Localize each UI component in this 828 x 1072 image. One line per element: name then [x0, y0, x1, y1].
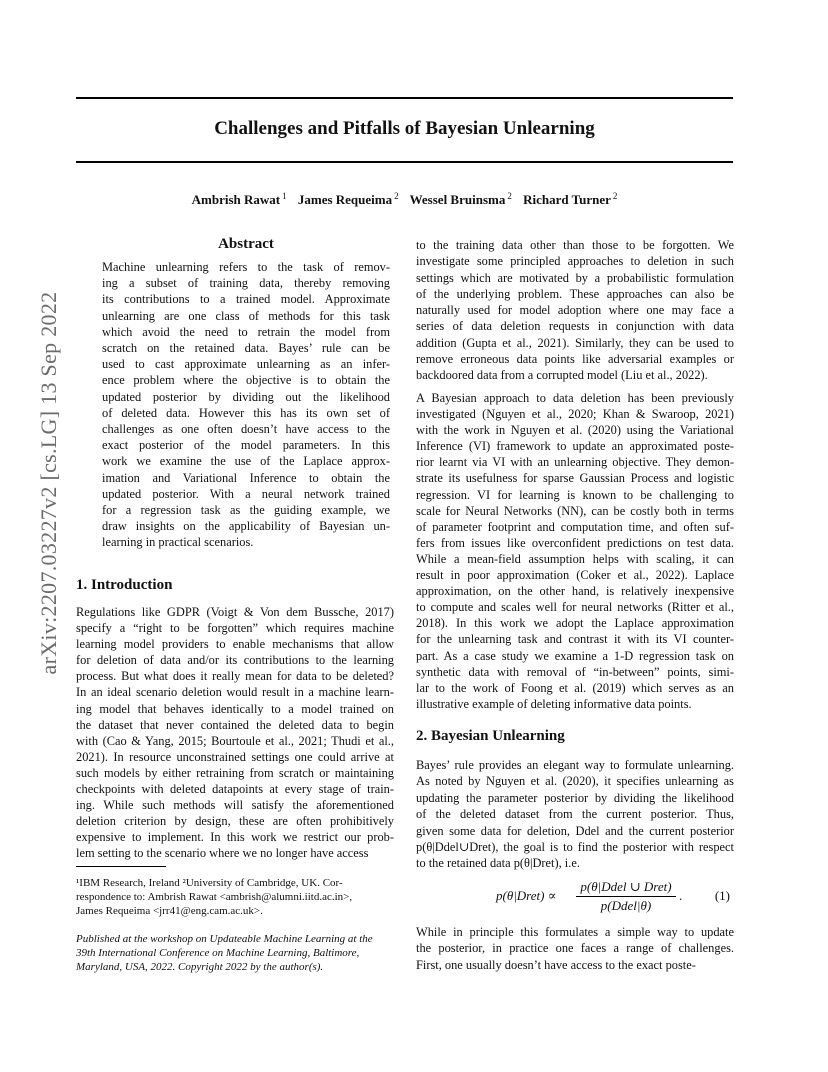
author-affiliation: 1	[282, 191, 287, 201]
title-bottom-rule	[76, 161, 733, 163]
text-line: 2018). In this work we adopt the Laplace approximation	[416, 616, 734, 631]
text-line: updating the parameter posterior by dividing the likelihood	[416, 790, 734, 805]
text-line: with the work in Nguyen et al. (2020) using the Variational	[416, 423, 734, 438]
text-line: learning in practical scenarios.	[102, 535, 254, 550]
author-name: Ambrish Rawat	[191, 192, 281, 207]
text-line: of the deleted dataset from the current posterior. Thus,	[416, 807, 734, 822]
text-line: investigated (Nguyen et al., 2020; Khan & Swaroop, 2021)	[416, 407, 734, 422]
text-line: Machine unlearning refers to the task of remov-	[102, 260, 390, 274]
text-line: of the underlying problem. These approaches can also be	[416, 286, 734, 301]
text-line: remove erroneous data points like adversarial examples or	[416, 352, 734, 367]
text-line: ence problem where the objective is to obtain the	[102, 373, 390, 388]
text-line: respondence to: Ambrish Rawat <ambrish@alumni.iitd.ac.in>,	[76, 891, 353, 903]
text-line: rior learnt via VI with an unlearning objective. They demon-	[416, 455, 734, 470]
text-line: updated posterior by dividing out the likelihood	[102, 389, 390, 404]
footnote-rule	[76, 866, 166, 867]
text-line: Bayes’ rule provides an elegant way to formulate unlearning.	[416, 758, 734, 772]
introduction-heading: 1. Introduction	[76, 577, 173, 593]
text-line: the dataset that never contained the deleted data to begin	[76, 717, 394, 732]
text-line: expensive to implement. In this work we restrict our prob-	[76, 830, 394, 845]
author-affiliation: 2	[612, 191, 618, 201]
text-line: A Bayesian approach to data deletion has been previously	[416, 391, 734, 405]
text-line: p(θ|Ddel∪Dret), the goal is to find the posterior with respect	[416, 840, 734, 855]
text-line: such models by either retraining from scratch or maintaining	[76, 765, 394, 780]
text-line: naturally used for model adoption where one may face a	[416, 303, 734, 318]
text-line: deletion criterion by design, these are often prohibitively	[76, 814, 394, 829]
bayesian-unlearning-heading: 2. Bayesian Unlearning	[416, 728, 565, 744]
text-line: with (Cao & Yang, 2015; Bourtoule et al., 2021; Thudi et al.,	[76, 733, 394, 748]
top-rule	[76, 97, 733, 99]
text-line: to compute and scales well for neural networks (Ritter et al.,	[416, 600, 734, 615]
arxiv-identifier-stamp: arXiv:2207.03227v2 [cs.LG] 13 Sep 2022	[36, 291, 61, 675]
text-line: series of data deletion requests in conjunction with data	[416, 319, 734, 334]
text-line: addition (Gupta et al., 2021). Similarly, they can be used to	[416, 335, 734, 350]
text-line: exact posterior of the model parameters. In this	[102, 438, 390, 453]
equation-lhs: p(θ|Dret) ∝	[496, 888, 557, 903]
text-line: unlearning are one class of methods for this task	[102, 308, 390, 323]
text-line: fers from issues like overconfident predictions on test data.	[416, 535, 734, 550]
text-line: updated posterior. With a neural network trained	[102, 486, 390, 501]
text-line: ing. While such methods will satisfy the aforementioned	[76, 798, 394, 813]
publication-note	[76, 932, 394, 974]
text-line: lar to the work of Foong et al. (2019) which serves as an	[416, 680, 734, 695]
text-line: synthetic data with removal of “in-between” points, simi-	[416, 664, 734, 679]
text-line: of deleted data. However this has its own set of	[102, 405, 390, 420]
text-line: Maryland, USA, 2022. Copyright 2022 by the author(s).	[76, 961, 324, 973]
text-line: to the training data other than those to be forgotten. We	[416, 238, 734, 252]
paper-title: Challenges and Pitfalls of Bayesian Unlearning	[214, 118, 595, 139]
text-line: for the unlearning task and contrast it with its VI counter-	[416, 632, 734, 647]
text-line: 39th International Conference on Machine Learning, Baltimore,	[76, 947, 360, 959]
text-line: settings which are motivated by a probabilistic formulation	[416, 270, 734, 285]
right-paragraph-2	[416, 390, 734, 712]
text-line: backdoored data from a corrupted model (Liu et al., 2022).	[416, 368, 708, 383]
text-line: the posterior, in practice one faces a range of challenges.	[416, 941, 734, 956]
text-line: ing a subset of training data, thereby removing	[102, 276, 390, 291]
equation-1	[416, 879, 734, 913]
text-line: Regulations like GDPR (Voigt & Von dem Bussche, 2017)	[76, 605, 394, 619]
text-line: regression. VI for learning is known to be challenging to	[416, 487, 734, 502]
text-line: First, one usually doesn’t have access to the exact poste-	[416, 957, 696, 972]
author-name: James Requeima	[297, 192, 393, 207]
text-line: 2021). In resource unconstrained settings one could arrive at	[76, 749, 394, 764]
bayesian-unlearning-text	[416, 757, 734, 872]
author-name: Wessel Bruinsma	[409, 192, 506, 207]
text-line: checkpoints with deleted datapoints at every stage of train-	[76, 782, 394, 797]
text-line: illustrative example of deleting informative data points.	[416, 696, 692, 711]
text-line: investigate some principled approaches to deletion in such	[416, 254, 734, 269]
text-line: work we examine the use of the Laplace approx-	[102, 454, 390, 469]
text-line: used to cast approximate unlearning as an infer-	[102, 357, 390, 372]
text-line: scale for Neural Networks (NN), can be costly both in terms	[416, 503, 734, 518]
text-line: approximation, on the other hand, is relatively inexpensive	[416, 584, 734, 599]
text-line: imation and Variational Inference to obtain the	[102, 470, 390, 485]
equation-fraction	[576, 879, 676, 914]
equation-number: (1)	[714, 888, 730, 903]
abstract-heading: Abstract	[218, 236, 274, 252]
text-line: While a mean-field assumption helps with scaling, it can	[416, 551, 734, 566]
affiliation-footnote	[76, 876, 394, 918]
text-line: result in poor approximation (Coker et al., 2022). Laplace	[416, 568, 734, 583]
right-paragraph-1	[416, 237, 734, 384]
abstract-text	[102, 259, 390, 551]
text-line: for a regression task as the guiding example, we	[102, 503, 390, 518]
text-line: process. But what does it really mean for data to be deleted?	[76, 669, 394, 684]
text-line: challenges as one often doesn’t have access to the	[102, 422, 390, 437]
introduction-text	[76, 604, 394, 862]
equation-denominator: p(Ddel|θ)	[600, 898, 652, 913]
text-line: its contributions to a trained model. Approximate	[102, 292, 390, 307]
equation-numerator: p(θ|Ddel ∪ Dret)	[576, 879, 676, 897]
author-affiliation: 2	[394, 191, 399, 201]
text-line: given some data for deletion, Ddel and the current posterior	[416, 823, 734, 838]
text-line: ¹IBM Research, Ireland ²University of Cambridge, UK. Cor-	[76, 877, 343, 889]
text-line: Inference (VI) framework to update an approximated poste-	[416, 439, 734, 454]
author-name: Richard Turner	[523, 192, 611, 207]
text-line: James Requeima <jrr41@eng.cam.ac.uk>.	[76, 905, 263, 917]
equation-trailing-period: .	[679, 888, 683, 903]
text-line: scratch on the retained data. Bayes’ rule can be	[102, 341, 390, 356]
text-line: While in principle this formulates a simple way to update	[416, 925, 734, 939]
text-line: which avoid the need to retrain the model from	[102, 324, 390, 339]
text-line: learning model providers to enable mechanisms that allow	[76, 637, 394, 652]
text-line: In an ideal scenario deletion would result in a machine learn-	[76, 685, 394, 700]
text-line: specify a “right to be forgotten” which requires machine	[76, 621, 394, 636]
text-line: Published at the workshop on Updateable Machine Learning at the	[76, 933, 373, 945]
text-line: strate its usefulness for sparse Gaussian Process and logistic	[416, 471, 734, 486]
text-line: part. As a case study we examine a 1-D regression task on	[416, 648, 734, 663]
text-line: to the retained data p(θ|Dret), i.e.	[416, 856, 580, 871]
text-line: draw insights on the applicability of Bayesian un-	[102, 519, 390, 534]
text-line: for deletion of data and/or its contributions to the learning	[76, 653, 394, 668]
text-line: ing model that behaves identically to a model trained on	[76, 701, 394, 716]
bayesian-unlearning-text-continued	[416, 924, 734, 973]
text-line: As noted by Nguyen et al. (2020), it specifies unlearning as	[416, 774, 734, 789]
text-line: lem setting to the scenario where we no longer have access	[76, 846, 369, 861]
text-line: of parameter footprint and computation time, and often suf-	[416, 519, 734, 534]
author-affiliation: 2	[507, 191, 512, 201]
author-list	[76, 191, 733, 208]
